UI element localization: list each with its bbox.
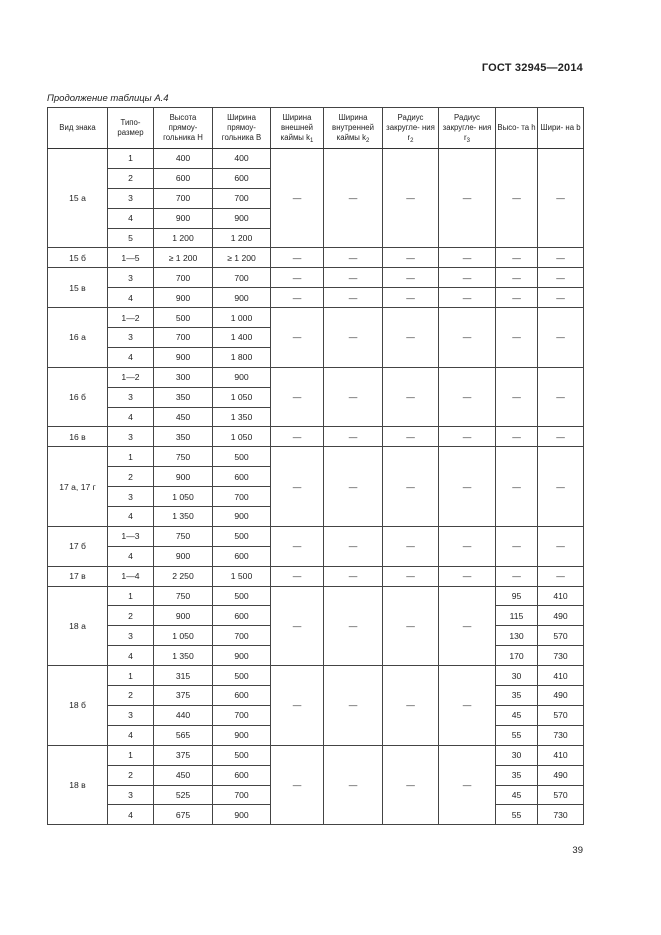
h-cell: 55 (496, 725, 538, 745)
h-cell: 130 (496, 626, 538, 646)
h-cell: 45 (496, 785, 538, 805)
dash-cell: — (439, 666, 496, 746)
table-cell: — (271, 427, 324, 447)
size-cell: 3 (108, 427, 154, 447)
b-cell: 410 (538, 586, 584, 606)
table-row (48, 288, 584, 308)
table-row (48, 308, 584, 328)
width-cell: 900 (213, 288, 271, 308)
size-cell: 1—3 (108, 526, 154, 546)
dash-cell: — (439, 149, 496, 248)
width-cell: 600 (213, 606, 271, 626)
height-cell: 700 (154, 188, 213, 208)
sign-type-cell: 17 в (48, 566, 108, 586)
table-row (48, 367, 584, 387)
height-cell: 315 (154, 666, 213, 686)
width-cell: 1 400 (213, 328, 271, 348)
header-cell: Ширина внешней каймы $k_1$ (271, 108, 324, 149)
width-cell: ≥ 1 200 (213, 248, 271, 268)
height-cell: 1 200 (154, 228, 213, 248)
height-cell: 375 (154, 686, 213, 706)
size-cell: 2 (108, 467, 154, 487)
height-cell: 750 (154, 526, 213, 546)
dash-cell: — (439, 526, 496, 566)
height-cell: 525 (154, 785, 213, 805)
header-cell: Радиус закругле- ния $r_2$ (383, 108, 439, 149)
h-cell: 35 (496, 686, 538, 706)
dash-cell: — (324, 447, 383, 527)
height-cell: 1 050 (154, 487, 213, 507)
header-cell: Ширина прямоу- гольника В (213, 108, 271, 149)
size-cell: 2 (108, 606, 154, 626)
table-cell: — (538, 268, 584, 288)
dash-cell: — (271, 526, 324, 566)
table-cell: — (383, 566, 439, 586)
dash-cell: — (439, 447, 496, 527)
table-row (48, 268, 584, 288)
size-cell: 4 (108, 288, 154, 308)
width-cell: 500 (213, 586, 271, 606)
size-cell: 1 (108, 666, 154, 686)
sign-type-cell: 18 б (48, 666, 108, 746)
sign-type-cell: 17 а, 17 г (48, 447, 108, 527)
dash-cell: — (271, 666, 324, 746)
dash-cell: — (538, 447, 584, 527)
dash-cell: — (383, 308, 439, 368)
dash-cell: — (271, 149, 324, 248)
dash-cell: — (324, 308, 383, 368)
height-cell: 1 350 (154, 507, 213, 527)
height-cell: 1 050 (154, 626, 213, 646)
width-cell: 600 (213, 546, 271, 566)
size-cell: 4 (108, 725, 154, 745)
width-cell: 900 (213, 805, 271, 825)
table-row (48, 566, 584, 586)
width-cell: 700 (213, 626, 271, 646)
size-cell: 3 (108, 268, 154, 288)
dash-cell: — (271, 308, 324, 368)
width-cell: 1 000 (213, 308, 271, 328)
data-table (47, 107, 584, 825)
size-cell: 1 (108, 447, 154, 467)
table-row (48, 586, 584, 606)
h-cell: 45 (496, 705, 538, 725)
dash-cell: — (383, 367, 439, 427)
dash-cell: — (538, 526, 584, 566)
table-cell: — (496, 248, 538, 268)
table-cell: — (496, 268, 538, 288)
dash-cell: — (383, 666, 439, 746)
size-cell: 5 (108, 228, 154, 248)
sign-type-cell: 16 а (48, 308, 108, 368)
width-cell: 900 (213, 646, 271, 666)
size-cell: 1 (108, 586, 154, 606)
width-cell: 700 (213, 487, 271, 507)
table-cell: — (439, 566, 496, 586)
size-cell: 1 (108, 149, 154, 169)
height-cell: 700 (154, 268, 213, 288)
dash-cell: — (324, 367, 383, 427)
table-body (48, 149, 584, 825)
width-cell: 900 (213, 725, 271, 745)
header-cell: Вид знака (48, 108, 108, 149)
width-cell: 700 (213, 188, 271, 208)
table-cell: — (324, 248, 383, 268)
height-cell: 400 (154, 149, 213, 169)
height-cell: 2 250 (154, 566, 213, 586)
dash-cell: — (383, 586, 439, 666)
table-cell: — (324, 566, 383, 586)
size-cell: 1 (108, 745, 154, 765)
b-cell: 490 (538, 686, 584, 706)
b-cell: 730 (538, 805, 584, 825)
width-cell: 700 (213, 785, 271, 805)
size-cell: 3 (108, 785, 154, 805)
height-cell: 900 (154, 606, 213, 626)
h-cell: 30 (496, 745, 538, 765)
table-row (48, 427, 584, 447)
height-cell: 900 (154, 347, 213, 367)
height-cell: 350 (154, 427, 213, 447)
dash-cell: — (324, 666, 383, 746)
table-cell: — (271, 566, 324, 586)
table-row (48, 447, 584, 467)
width-cell: 1 800 (213, 347, 271, 367)
width-cell: 600 (213, 168, 271, 188)
dash-cell: — (324, 149, 383, 248)
table-row (48, 526, 584, 546)
width-cell: 1 050 (213, 387, 271, 407)
width-cell: 500 (213, 666, 271, 686)
h-cell: 115 (496, 606, 538, 626)
width-cell: 1 500 (213, 566, 271, 586)
table-cell: — (383, 288, 439, 308)
height-cell: 565 (154, 725, 213, 745)
b-cell: 730 (538, 646, 584, 666)
table-cell: — (538, 427, 584, 447)
size-cell: 4 (108, 208, 154, 228)
size-cell: 3 (108, 705, 154, 725)
dash-cell: — (496, 149, 538, 248)
width-cell: 600 (213, 467, 271, 487)
sign-type-cell: 18 в (48, 745, 108, 825)
height-cell: 600 (154, 168, 213, 188)
height-cell: 440 (154, 705, 213, 725)
dash-cell: — (496, 367, 538, 427)
table-row (48, 248, 584, 268)
dash-cell: — (324, 586, 383, 666)
h-cell: 35 (496, 765, 538, 785)
table-cell: — (439, 427, 496, 447)
height-cell: ≥ 1 200 (154, 248, 213, 268)
table-cell: — (271, 288, 324, 308)
size-cell: 1—5 (108, 248, 154, 268)
table-cell: — (271, 268, 324, 288)
width-cell: 600 (213, 765, 271, 785)
h-cell: 95 (496, 586, 538, 606)
table-cell: — (383, 268, 439, 288)
b-cell: 410 (538, 666, 584, 686)
width-cell: 1 200 (213, 228, 271, 248)
header-row (48, 108, 584, 149)
sign-type-cell: 16 б (48, 367, 108, 427)
height-cell: 750 (154, 586, 213, 606)
table-row (48, 745, 584, 765)
dash-cell: — (538, 308, 584, 368)
dash-cell: — (271, 745, 324, 825)
size-cell: 1—4 (108, 566, 154, 586)
height-cell: 350 (154, 387, 213, 407)
height-cell: 750 (154, 447, 213, 467)
size-cell: 2 (108, 765, 154, 785)
b-cell: 490 (538, 606, 584, 626)
size-cell: 3 (108, 626, 154, 646)
table-cell: — (538, 566, 584, 586)
height-cell: 900 (154, 467, 213, 487)
document-code: ГОСТ 32945—2014 (481, 62, 583, 74)
dash-cell: — (383, 745, 439, 825)
header-cell: Высо- та h (496, 108, 538, 149)
header-cell: Ширина внутренней каймы $k_2$ (324, 108, 383, 149)
dash-cell: — (439, 308, 496, 368)
width-cell: 500 (213, 745, 271, 765)
width-cell: 1 350 (213, 407, 271, 427)
width-cell: 400 (213, 149, 271, 169)
table-cell: — (439, 268, 496, 288)
height-cell: 300 (154, 367, 213, 387)
table-cell: — (538, 288, 584, 308)
dash-cell: — (383, 526, 439, 566)
sign-type-cell: 17 б (48, 526, 108, 566)
width-cell: 900 (213, 367, 271, 387)
width-cell: 900 (213, 208, 271, 228)
dash-cell: — (271, 586, 324, 666)
b-cell: 490 (538, 765, 584, 785)
table-cell: — (538, 248, 584, 268)
dash-cell: — (439, 586, 496, 666)
sign-type-cell: 15 в (48, 268, 108, 308)
size-cell: 1—2 (108, 308, 154, 328)
size-cell: 1—2 (108, 367, 154, 387)
size-cell: 2 (108, 686, 154, 706)
table-cell: — (324, 288, 383, 308)
b-cell: 730 (538, 725, 584, 745)
size-cell: 4 (108, 546, 154, 566)
dash-cell: — (538, 149, 584, 248)
size-cell: 2 (108, 168, 154, 188)
width-cell: 900 (213, 507, 271, 527)
size-cell: 3 (108, 188, 154, 208)
b-cell: 410 (538, 745, 584, 765)
table-cell: — (496, 427, 538, 447)
h-cell: 170 (496, 646, 538, 666)
sign-type-cell: 15 а (48, 149, 108, 248)
header-cell: Типо- размер (108, 108, 154, 149)
width-cell: 1 050 (213, 427, 271, 447)
size-cell: 4 (108, 805, 154, 825)
h-cell: 55 (496, 805, 538, 825)
table-cell: — (324, 427, 383, 447)
header-cell: Радиус закругле- ния $r_3$ (439, 108, 496, 149)
page-number: 39 (572, 845, 583, 856)
width-cell: 600 (213, 686, 271, 706)
dash-cell: — (439, 367, 496, 427)
size-cell: 4 (108, 646, 154, 666)
dash-cell: — (271, 447, 324, 527)
dash-cell: — (271, 367, 324, 427)
width-cell: 500 (213, 526, 271, 546)
height-cell: 900 (154, 208, 213, 228)
table-cell: — (496, 288, 538, 308)
sign-type-cell: 15 б (48, 248, 108, 268)
size-cell: 3 (108, 328, 154, 348)
b-cell: 570 (538, 785, 584, 805)
header-cell: Шири- на b (538, 108, 584, 149)
size-cell: 4 (108, 347, 154, 367)
size-cell: 4 (108, 507, 154, 527)
dash-cell: — (383, 149, 439, 248)
height-cell: 900 (154, 546, 213, 566)
size-cell: 3 (108, 487, 154, 507)
table-row (48, 666, 584, 686)
table-cell: — (496, 566, 538, 586)
b-cell: 570 (538, 626, 584, 646)
sign-type-cell: 18 а (48, 586, 108, 666)
table-cell: — (383, 248, 439, 268)
width-cell: 500 (213, 447, 271, 467)
table-cell: — (383, 427, 439, 447)
width-cell: 700 (213, 705, 271, 725)
dash-cell: — (324, 745, 383, 825)
dash-cell: — (496, 447, 538, 527)
table-cell: — (439, 288, 496, 308)
dash-cell: — (324, 526, 383, 566)
b-cell: 570 (538, 705, 584, 725)
height-cell: 700 (154, 328, 213, 348)
height-cell: 450 (154, 765, 213, 785)
size-cell: 4 (108, 407, 154, 427)
height-cell: 675 (154, 805, 213, 825)
dash-cell: — (439, 745, 496, 825)
table-cell: — (271, 248, 324, 268)
height-cell: 500 (154, 308, 213, 328)
height-cell: 375 (154, 745, 213, 765)
width-cell: 700 (213, 268, 271, 288)
header-cell: Высота прямоу- гольника Н (154, 108, 213, 149)
height-cell: 450 (154, 407, 213, 427)
dash-cell: — (496, 526, 538, 566)
height-cell: 1 350 (154, 646, 213, 666)
dash-cell: — (538, 367, 584, 427)
height-cell: 900 (154, 288, 213, 308)
table-cell: — (439, 248, 496, 268)
table-row (48, 149, 584, 169)
size-cell: 3 (108, 387, 154, 407)
h-cell: 30 (496, 666, 538, 686)
sign-type-cell: 16 в (48, 427, 108, 447)
dash-cell: — (496, 308, 538, 368)
table-caption: Продолжение таблицы А.4 (47, 93, 169, 104)
dash-cell: — (383, 447, 439, 527)
table-cell: — (324, 268, 383, 288)
